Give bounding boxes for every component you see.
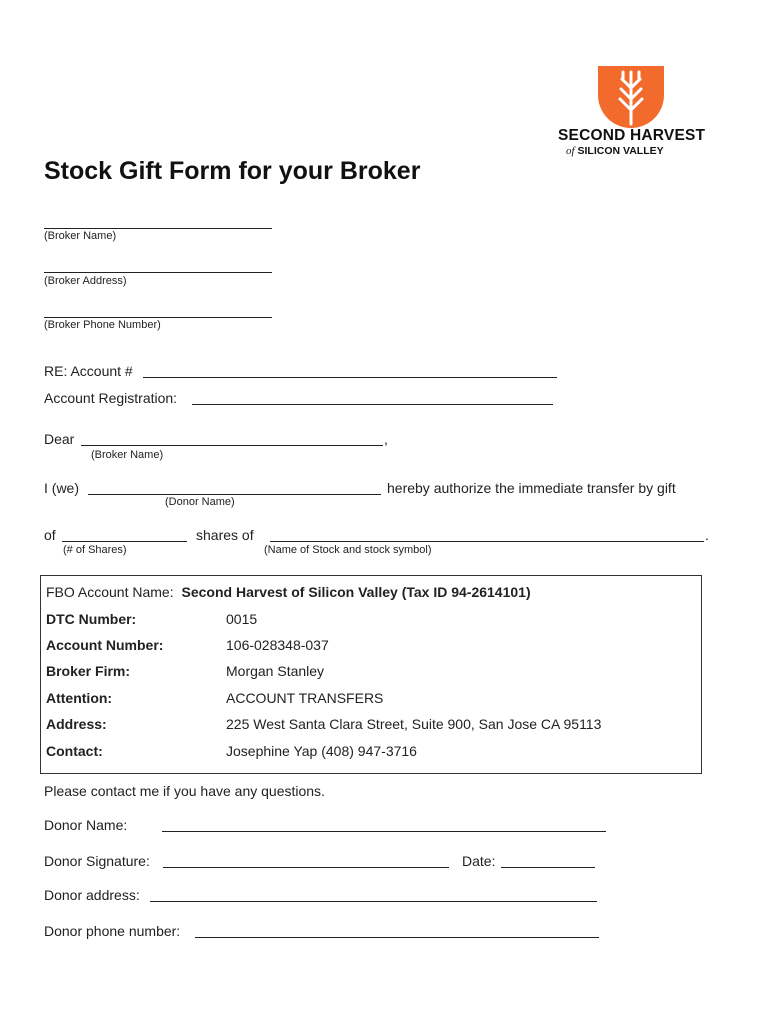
dear-label: Dear [44, 431, 75, 447]
dear-comma: , [384, 431, 388, 447]
donor-phone-label: Donor phone number: [44, 923, 181, 939]
contact-label: Contact: [46, 743, 103, 759]
second-harvest-logo-icon [598, 66, 664, 128]
donor-name-label: Donor Name: [44, 817, 128, 833]
authorize-prefix: I (we) [44, 480, 79, 496]
account-registration-label: Account Registration: [44, 390, 178, 406]
dear-broker-caption: (Broker Name) [91, 449, 164, 461]
fbo-account-name-label: FBO Account Name: [46, 584, 174, 600]
account-number-label: RE: Account # [44, 363, 133, 379]
authorize-suffix: hereby authorize the immediate transfer by gift [387, 480, 676, 496]
shares-caption: (# of Shares) [63, 544, 127, 556]
logo-silicon-valley-text: SILICON VALLEY [577, 145, 664, 157]
logo-of-text: of [566, 145, 575, 157]
account-number-fbo-label: Account Number: [46, 637, 164, 653]
broker-address-caption: (Broker Address) [44, 275, 127, 287]
account-registration-line[interactable] [192, 404, 553, 405]
attention-value: ACCOUNT TRANSFERS [226, 690, 384, 706]
fbo-account-name-row [46, 584, 531, 600]
date-line[interactable] [501, 867, 595, 868]
donor-address-label: Donor address: [44, 887, 140, 903]
address-value: 225 West Santa Clara Street, Suite 900, San Jose CA 95113 [226, 716, 602, 732]
dtc-number-value: 0015 [226, 611, 258, 627]
broker-firm-label: Broker Firm: [46, 663, 131, 679]
broker-name-line[interactable] [44, 228, 272, 229]
account-number-line[interactable] [143, 377, 557, 378]
broker-name-caption: (Broker Name) [44, 230, 117, 242]
dear-broker-line[interactable] [81, 445, 383, 446]
donor-name-authorize-line[interactable] [88, 494, 381, 495]
broker-address-line[interactable] [44, 272, 272, 273]
stock-caption: (Name of Stock and stock symbol) [264, 544, 432, 556]
contact-value: Josephine Yap (408) 947-3716 [226, 743, 417, 759]
donor-signature-line[interactable] [163, 867, 449, 868]
donor-signature-label: Donor Signature: [44, 853, 150, 869]
contact-questions-text: Please contact me if you have any questions. [44, 783, 325, 799]
stock-period: . [705, 527, 709, 543]
shares-of-label: shares of [196, 527, 254, 543]
page-title: Stock Gift Form for your Broker [44, 157, 421, 185]
number-of-shares-line[interactable] [62, 541, 187, 542]
address-label: Address: [46, 716, 107, 732]
stock-name-line[interactable] [270, 541, 704, 542]
logo-wordmark: SECOND HARVEST [558, 127, 706, 144]
fbo-account-name-value: Second Harvest of Silicon Valley (Tax ID 94-2614101) [181, 584, 531, 600]
dtc-number-label: DTC Number: [46, 611, 137, 627]
broker-phone-line[interactable] [44, 317, 272, 318]
donor-address-line[interactable] [150, 901, 597, 902]
account-number-fbo-value: 106-028348-037 [226, 637, 329, 653]
donor-name-line[interactable] [162, 831, 606, 832]
broker-phone-caption: (Broker Phone Number) [44, 319, 161, 331]
logo-subwordmark [566, 145, 664, 157]
donor-name-caption: (Donor Name) [165, 496, 235, 508]
date-label: Date: [462, 853, 496, 869]
broker-firm-value: Morgan Stanley [226, 663, 325, 679]
of-label: of [44, 527, 56, 543]
attention-label: Attention: [46, 690, 113, 706]
donor-phone-line[interactable] [195, 937, 599, 938]
